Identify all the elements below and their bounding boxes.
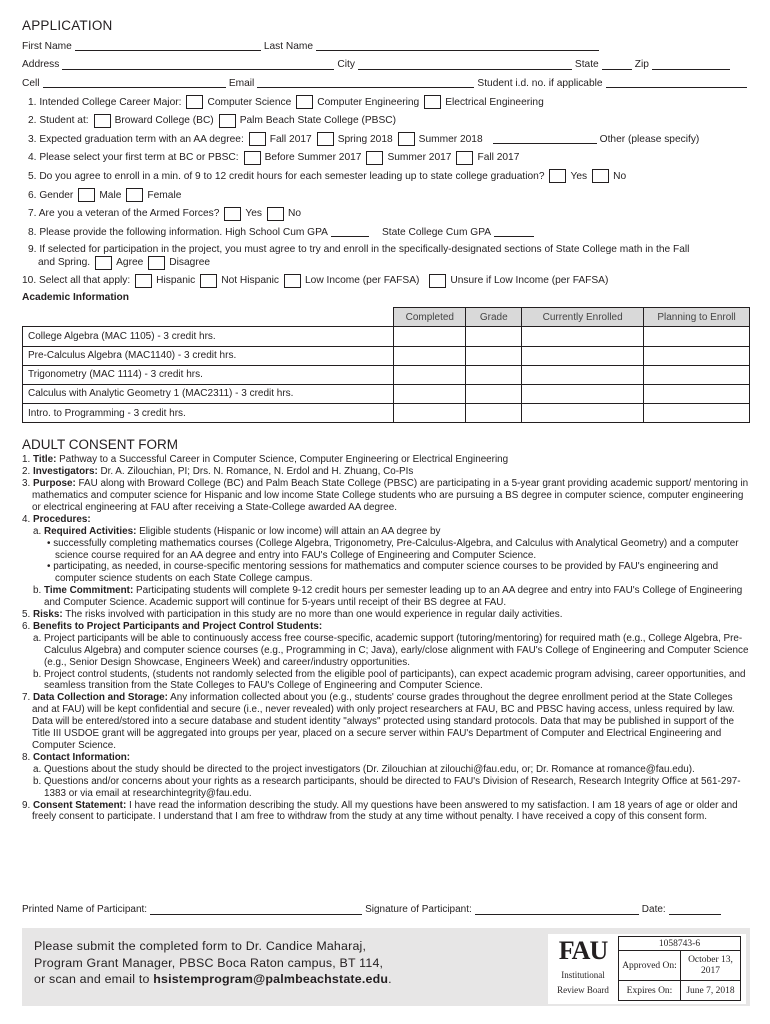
question-3	[22, 130, 750, 149]
irb-approval-table	[618, 936, 741, 1001]
text: Eligible students (Hispanic or low income) will attain an AA degree by	[136, 525, 441, 537]
first-name-field[interactable]	[75, 41, 261, 51]
label: Procedures:	[32, 513, 91, 525]
currently-enrolled-cell[interactable]	[522, 404, 644, 423]
printed-name-field[interactable]	[150, 905, 362, 915]
consent-item-investigators: 2. Investigators: Dr. A. Zilouchian, PI; Drs. N. Romance, N. Erdol and H. Zhuang, Co-PIs	[22, 466, 414, 478]
question-9-options	[28, 256, 750, 270]
table-row	[23, 404, 750, 423]
consent-item-required-activities: a. Required Activities: Eligible students (Hispanic or low income) will attain an AA degree by	[33, 525, 441, 537]
cell-field[interactable]	[43, 78, 226, 88]
student-id-label: Student i.d. no. if applicable	[477, 77, 603, 89]
text: Pathway to a Successful Career in Computer Science, Computer Engineering or Electrical Engineering	[56, 454, 509, 466]
other-term-field[interactable]	[493, 134, 597, 144]
label: Consent Statement:	[32, 799, 127, 811]
disagree-checkbox[interactable]	[148, 256, 165, 270]
consent-item-title: 1. Title: Pathway to a Successful Career in Computer Science, Computer Engineering or Electrical Engineering	[22, 454, 509, 466]
option-label: Summer 2018	[418, 133, 483, 145]
consent-item-purpose: 3. Purpose: FAU along with Broward College (BC) and Palm Beach State College (PBSC) are participating in a 5-year grant providing academic support/ mentoring in mathematics and computer science for Hispanic and low income State College students who are pursuing a BS degree in computer science, computer engineering or electrical engineering at FAU after receiving a State-College awarded AA degree.	[22, 478, 749, 513]
text: Project participants will be able to continuously access free course-specific, academic support (tutoring/mentoring) for required math (e.g., College Algebra, Pre-Calculus Algebra) and computer science courses (e.g., Programming in C; Java), early/close alignment with FAU's College of Engineering and Computer Science (e.g., Senior Design Showcase, Engineers Week) and career/industry opportunities.	[43, 632, 749, 668]
male-checkbox[interactable]	[78, 188, 95, 202]
question-10-label: 10. Select all that apply:	[22, 275, 131, 287]
course-name: College Algebra (MAC 1105) - 3 credit hrs.	[23, 327, 394, 346]
option-label: Summer 2017	[387, 152, 452, 164]
table-header-row	[23, 308, 750, 327]
table-header-completed: Completed	[394, 308, 466, 327]
palm-beach-state-checkbox[interactable]	[219, 114, 236, 128]
question-5	[22, 167, 750, 186]
broward-college-checkbox[interactable]	[94, 114, 111, 128]
planning-cell[interactable]	[644, 384, 750, 403]
table-header-planning-to-enroll: Planning to Enroll	[644, 308, 750, 327]
name-row	[22, 37, 750, 56]
question-2	[22, 111, 750, 130]
option-label: Before Summer 2017	[264, 152, 362, 164]
consent-item-contact: 8. Contact Information:	[22, 751, 131, 763]
question-7-label: 7. Are you a veteran of the Armed Forces?	[28, 208, 220, 220]
label: Investigators:	[32, 466, 98, 478]
other-term-label: Other (please specify)	[599, 133, 700, 145]
student-id-field[interactable]	[606, 78, 747, 88]
completed-cell[interactable]	[394, 365, 466, 384]
consent-item-benefits-b: b. Project control students, (students not randomly selected from the eligible pool of participants), can expect academic program advising, career opportunities, and seamless transition from the State Colleges to FAU's College of Engineering and Computer Science.	[33, 668, 746, 692]
option-label: Electrical Engineering	[445, 96, 544, 108]
course-name: Calculus with Analytic Geometry 1 (MAC2311) - 3 credit hrs.	[23, 384, 394, 403]
consent-item-benefits-a: a. Project participants will be able to continuously access free course-specific, academic support (tutoring/mentoring) for required math (e.g., College Algebra, Pre-Calculus Algebra) and computer science courses (e.g., Programming in C; Java), early/close alignment with FAU's College of Engineering and Computer Science (e.g., Senior Design Showcase, Engineers Week) and career/industry opportunities.	[33, 632, 749, 668]
irb-label-line: Institutional	[561, 970, 605, 980]
agree-checkbox[interactable]	[95, 256, 112, 270]
table-header-grade: Grade	[466, 308, 522, 327]
question-5-label: 5. Do you agree to enroll in a min. of 9 to 12 credit hours for each semester leading up to state college graduation?	[28, 170, 545, 182]
veteran-no-checkbox[interactable]	[267, 207, 284, 221]
question-1	[22, 93, 750, 112]
academic-information-heading: Academic Information	[22, 292, 129, 304]
question-7	[22, 204, 750, 223]
consent-item-contact-a: a. Questions about the study should be directed to the project investigators (Dr. Zilouchian at zilouchi@fau.edu, or; Dr. Romance at romance@fau.edu).	[33, 763, 695, 775]
option-label: Hispanic	[156, 275, 196, 287]
planning-cell[interactable]	[644, 404, 750, 423]
spring-2018-checkbox[interactable]	[317, 132, 334, 146]
electrical-engineering-checkbox[interactable]	[424, 95, 441, 109]
city-field[interactable]	[358, 60, 572, 70]
label: Title:	[32, 454, 57, 466]
table-row	[23, 365, 750, 384]
course-name: Trigonometry (MAC 1114) - 3 credit hrs.	[23, 365, 394, 384]
currently-enrolled-cell[interactable]	[522, 384, 644, 403]
city-label: City	[337, 59, 355, 71]
computer-science-checkbox[interactable]	[186, 95, 203, 109]
address-row	[22, 56, 750, 75]
course-name: Intro. to Programming - 3 credit hrs.	[23, 404, 394, 423]
high-school-gpa-field[interactable]	[331, 227, 369, 237]
option-label: Yes	[570, 170, 588, 182]
irb-stamp	[548, 934, 746, 1004]
grade-cell[interactable]	[466, 384, 522, 403]
text: FAU along with Broward College (BC) and Palm Beach State College (PBSC) are participating in a 5-year grant providing academic support/ mentoring in mathematics and computer science for Hispanic and low income State College students who are pursuing a BS degree in computer science, computer engineering or electrical engineering at FAU after receiving a State-College awarded AA degree.	[32, 478, 749, 513]
text: Dr. A. Zilouchian, PI; Drs. N. Romance, N. Erdol and H. Zhuang, Co-PIs	[97, 466, 414, 478]
text: I have read the information describing the study. All my questions have been answered to my satisfaction. I am 18 years of age or older and freely consent to participate. I understand that I am free to withdraw from the study at any time without penalty. I have received a copy of this consent form.	[32, 799, 738, 823]
footer-line: Please submit the completed form to Dr. Candice Maharaj,	[34, 939, 367, 953]
option-label: No	[613, 170, 627, 182]
table-header-currently-enrolled: Currently Enrolled	[522, 308, 644, 327]
grade-cell[interactable]	[466, 346, 522, 365]
text: The risks involved with participation in this study are no more than one would experience in regular daily activities.	[62, 609, 563, 621]
state-field[interactable]	[602, 60, 632, 70]
date-label: Date:	[641, 904, 666, 915]
question-9	[22, 244, 750, 270]
planning-cell[interactable]	[644, 327, 750, 346]
application-heading: APPLICATION	[22, 18, 113, 33]
table-row	[23, 384, 750, 403]
cell-label: Cell	[22, 77, 40, 89]
signature-field[interactable]	[475, 905, 639, 915]
consent-item-procedures: 4. Procedures:	[22, 513, 91, 525]
enroll-no-checkbox[interactable]	[592, 169, 609, 183]
signature-label: Signature of Participant:	[365, 904, 472, 915]
option-label: Computer Science	[207, 96, 292, 108]
planning-cell[interactable]	[644, 346, 750, 365]
question-6	[22, 186, 750, 205]
course-name: Pre-Calculus Algebra (MAC1140) - 3 credit hrs.	[23, 346, 394, 365]
option-label: Disagree	[169, 256, 211, 268]
approved-date: October 13, 2017	[681, 951, 741, 981]
expires-date: June 7, 2018	[681, 981, 741, 1001]
question-3-label: 3. Expected graduation term with an AA degree:	[28, 133, 244, 145]
consent-item-data-collection: 7. Data Collection and Storage: Any information collected about you (e.g., students' course grades throughout the degree enrollment period at the State Colleges and at FAU) will be kept confidential and secure (i.e., never revealed) with only project researchers at FAU, BC and PBSC having access, unless required by law. Data will be entered/stored into a secure database and student identity "always" protected using standard protocols. Data that may be published in support of the Title III USDOE grant will be aggregated into groups per year, placed on a secure server within FAU's Department of Computer and Electrical Engineering and Computer Science.	[22, 692, 735, 751]
label: Purpose:	[32, 478, 76, 490]
academic-table	[22, 307, 750, 423]
planning-cell[interactable]	[644, 365, 750, 384]
application-form	[22, 18, 750, 823]
consent-heading: ADULT CONSENT FORM	[22, 437, 179, 453]
submission-instructions	[34, 938, 392, 988]
address-field[interactable]	[62, 60, 334, 70]
date-field[interactable]	[669, 905, 721, 915]
label: Time Commitment:	[43, 585, 134, 597]
fall-2017-first-term-checkbox[interactable]	[456, 151, 473, 165]
fall-2017-checkbox[interactable]	[249, 132, 266, 146]
option-label: Female	[147, 189, 182, 201]
option-label: Unsure if Low Income (per FAFSA)	[450, 275, 609, 287]
table-row	[23, 346, 750, 365]
hispanic-checkbox[interactable]	[135, 274, 152, 288]
first-name-label: First Name	[22, 40, 72, 52]
summer-2017-checkbox[interactable]	[366, 151, 383, 165]
irb-label-line: Review Board	[557, 984, 609, 995]
consent-item-statement: 9. Consent Statement: I have read the information describing the study. All my questions have been answered to my satisfaction. I am 18 years of age or older and freely consent to participate. I understand that I am free to withdraw from the study at any time without penalty. I have received a copy of this consent form.	[22, 799, 738, 823]
low-income-checkbox[interactable]	[284, 274, 301, 288]
completed-cell[interactable]	[394, 404, 466, 423]
footer-text: .	[388, 972, 392, 986]
option-label: Palm Beach State College (PBSC)	[239, 115, 396, 127]
before-summer-2017-checkbox[interactable]	[244, 151, 261, 165]
fau-logo	[550, 934, 616, 1004]
not-hispanic-checkbox[interactable]	[200, 274, 217, 288]
computer-engineering-checkbox[interactable]	[296, 95, 313, 109]
female-checkbox[interactable]	[126, 188, 143, 202]
state-college-gpa-label: State College Cum GPA	[381, 226, 492, 238]
text: Questions about the study should be directed to the project investigators (Dr. Zilouchian at zilouchi@fau.edu, or; Dr. Romance at romance@fau.edu).	[43, 763, 695, 775]
completed-cell[interactable]	[394, 346, 466, 365]
completed-cell[interactable]	[394, 327, 466, 346]
submission-email-link[interactable]: hsistemprogram@palmbeachstate.edu	[153, 972, 389, 986]
printed-name-label: Printed Name of Participant:	[22, 904, 148, 915]
consent-item-risks: 5. Risks: The risks involved with participation in this study are no more than one would experience in regular daily activities.	[22, 609, 563, 621]
consent-bullet: • successfully completing mathematics courses (College Algebra, Trigonometry, Pre-Calculus-Algebra, and Calculus with Analytical Geometry) and a computer science course required for an AA degree and entry into FAU's College of Engineering and Computer Science.	[47, 537, 739, 561]
email-label: Email	[228, 77, 255, 89]
footer-line	[34, 971, 392, 988]
option-label: Broward College (BC)	[114, 115, 214, 127]
grade-cell[interactable]	[466, 404, 522, 423]
question-9-text: 9. If selected for participation in the project, you must agree to try and enroll in the specifically-designated sections of State College math in the Fall	[28, 243, 690, 255]
option-label: Computer Engineering	[317, 96, 420, 108]
table-header-empty	[23, 308, 394, 327]
option-label: Not Hispanic	[221, 275, 280, 287]
option-label: Agree	[116, 256, 144, 268]
unsure-low-income-checkbox[interactable]	[429, 274, 446, 288]
currently-enrolled-cell[interactable]	[522, 346, 644, 365]
irb-number: 1058743-6	[619, 937, 741, 951]
approved-label: Approved On:	[619, 951, 681, 981]
question-8	[22, 223, 750, 242]
address-label: Address	[22, 59, 60, 71]
last-name-label: Last Name	[263, 40, 314, 52]
zip-field[interactable]	[652, 60, 730, 70]
consent-body	[22, 454, 750, 823]
option-label: Spring 2018	[337, 133, 393, 145]
enroll-yes-checkbox[interactable]	[549, 169, 566, 183]
question-1-label: 1. Intended College Career Major:	[28, 96, 182, 108]
question-10	[22, 272, 750, 291]
text: Project control students, (students not randomly selected from the eligible pool of participants), can expect academic program advising, career opportunities, and seamless transition from the State Colleges to FAU's College of Engineering and Computer Science.	[43, 668, 746, 692]
state-label: State	[574, 59, 599, 71]
question-2-label: 2. Student at:	[28, 115, 89, 127]
question-4-label: 4. Please select your first term at BC or PBSC:	[28, 152, 239, 164]
label: Data Collection and Storage:	[32, 692, 168, 704]
question-6-label: 6. Gender	[28, 189, 74, 201]
label: Required Activities:	[43, 525, 137, 537]
footer-text: or scan and email to	[34, 972, 154, 986]
question-4	[22, 149, 750, 168]
submission-footer	[22, 928, 750, 1006]
veteran-yes-checkbox[interactable]	[224, 207, 241, 221]
consent-bullet: • participating, as needed, in course-specific mentoring sessions for mathematics and computer science courses to be provided by FAU's engineering and computer science students on each State College campus.	[47, 561, 719, 585]
option-label: Yes	[245, 208, 263, 220]
option-label: Low Income (per FAFSA)	[305, 275, 420, 287]
fau-logo-text: FAU	[558, 936, 608, 965]
option-label: Male	[99, 189, 122, 201]
cell-row	[22, 74, 750, 93]
footer-line: Program Grant Manager, PBSC Boca Raton campus, BT 114,	[34, 955, 384, 970]
state-college-gpa-field[interactable]	[494, 227, 534, 237]
table-row	[23, 327, 750, 346]
question-8-label: 8. Please provide the following information. High School Cum GPA	[28, 226, 328, 238]
email-field[interactable]	[257, 78, 474, 88]
label: Contact Information:	[32, 751, 131, 763]
grade-cell[interactable]	[466, 327, 522, 346]
consent-item-time-commitment: b. Time Commitment: Participating students will complete 9-12 credit hours per semester leading up to an AA degree and entry into FAU's College of Engineering and Computer Science. Academic support will continue for 5-years until receipt of their BS degree at FAU.	[33, 585, 743, 609]
consent-item-benefits: 6. Benefits to Project Participants and Project Control Students:	[22, 620, 323, 632]
option-label: No	[288, 208, 302, 220]
completed-cell[interactable]	[394, 384, 466, 403]
option-label: Fall 2017	[269, 133, 312, 145]
signature-row	[22, 904, 750, 915]
label: Benefits to Project Participants and Project Control Students:	[32, 620, 323, 632]
option-label: Fall 2017	[477, 152, 520, 164]
last-name-field[interactable]	[316, 41, 599, 51]
text: Questions and/or concerns about your rights as a research participants, should be directed to FAU's Division of Research, Research Integrity Office at 561-297-1383 or via email at researchintegrity@fau.edu.	[43, 775, 741, 799]
question-9-text-cont: and Spring.	[38, 256, 91, 268]
text: Participating students will complete 9-12 credit hours per semester leading up to an AA degree and entry into FAU's College of Engineering and Computer Science. Academic support will continue for 5-years until receipt of their BS degree at FAU.	[44, 585, 743, 609]
grade-cell[interactable]	[466, 365, 522, 384]
text: Any information collected about you (e.g., students' course grades throughout the degree enrollment period at the State Colleges and at FAU) will be kept confidential and secure (i.e., never revealed) with only project researchers at FAU, BC and PBSC having access, unless required by law. Data will be entered/stored into a secure database and student identity "always" protected using standard protocols. Data that may be published in support of the Title III USDOE grant will be aggregated into groups per year, placed on a secure server within FAU's Department of Computer and Electrical Engineering and Computer Science.	[32, 692, 735, 751]
consent-item-contact-b: b. Questions and/or concerns about your rights as a research participants, should be directed to FAU's Division of Research, Research Integrity Office at 561-297-1383 or via email at researchintegrity@fau.edu.	[33, 775, 741, 799]
currently-enrolled-cell[interactable]	[522, 327, 644, 346]
zip-label: Zip	[634, 59, 649, 71]
currently-enrolled-cell[interactable]	[522, 365, 644, 384]
summer-2018-checkbox[interactable]	[398, 132, 415, 146]
expires-label: Expires On:	[619, 981, 681, 1001]
label: Risks:	[32, 609, 63, 621]
